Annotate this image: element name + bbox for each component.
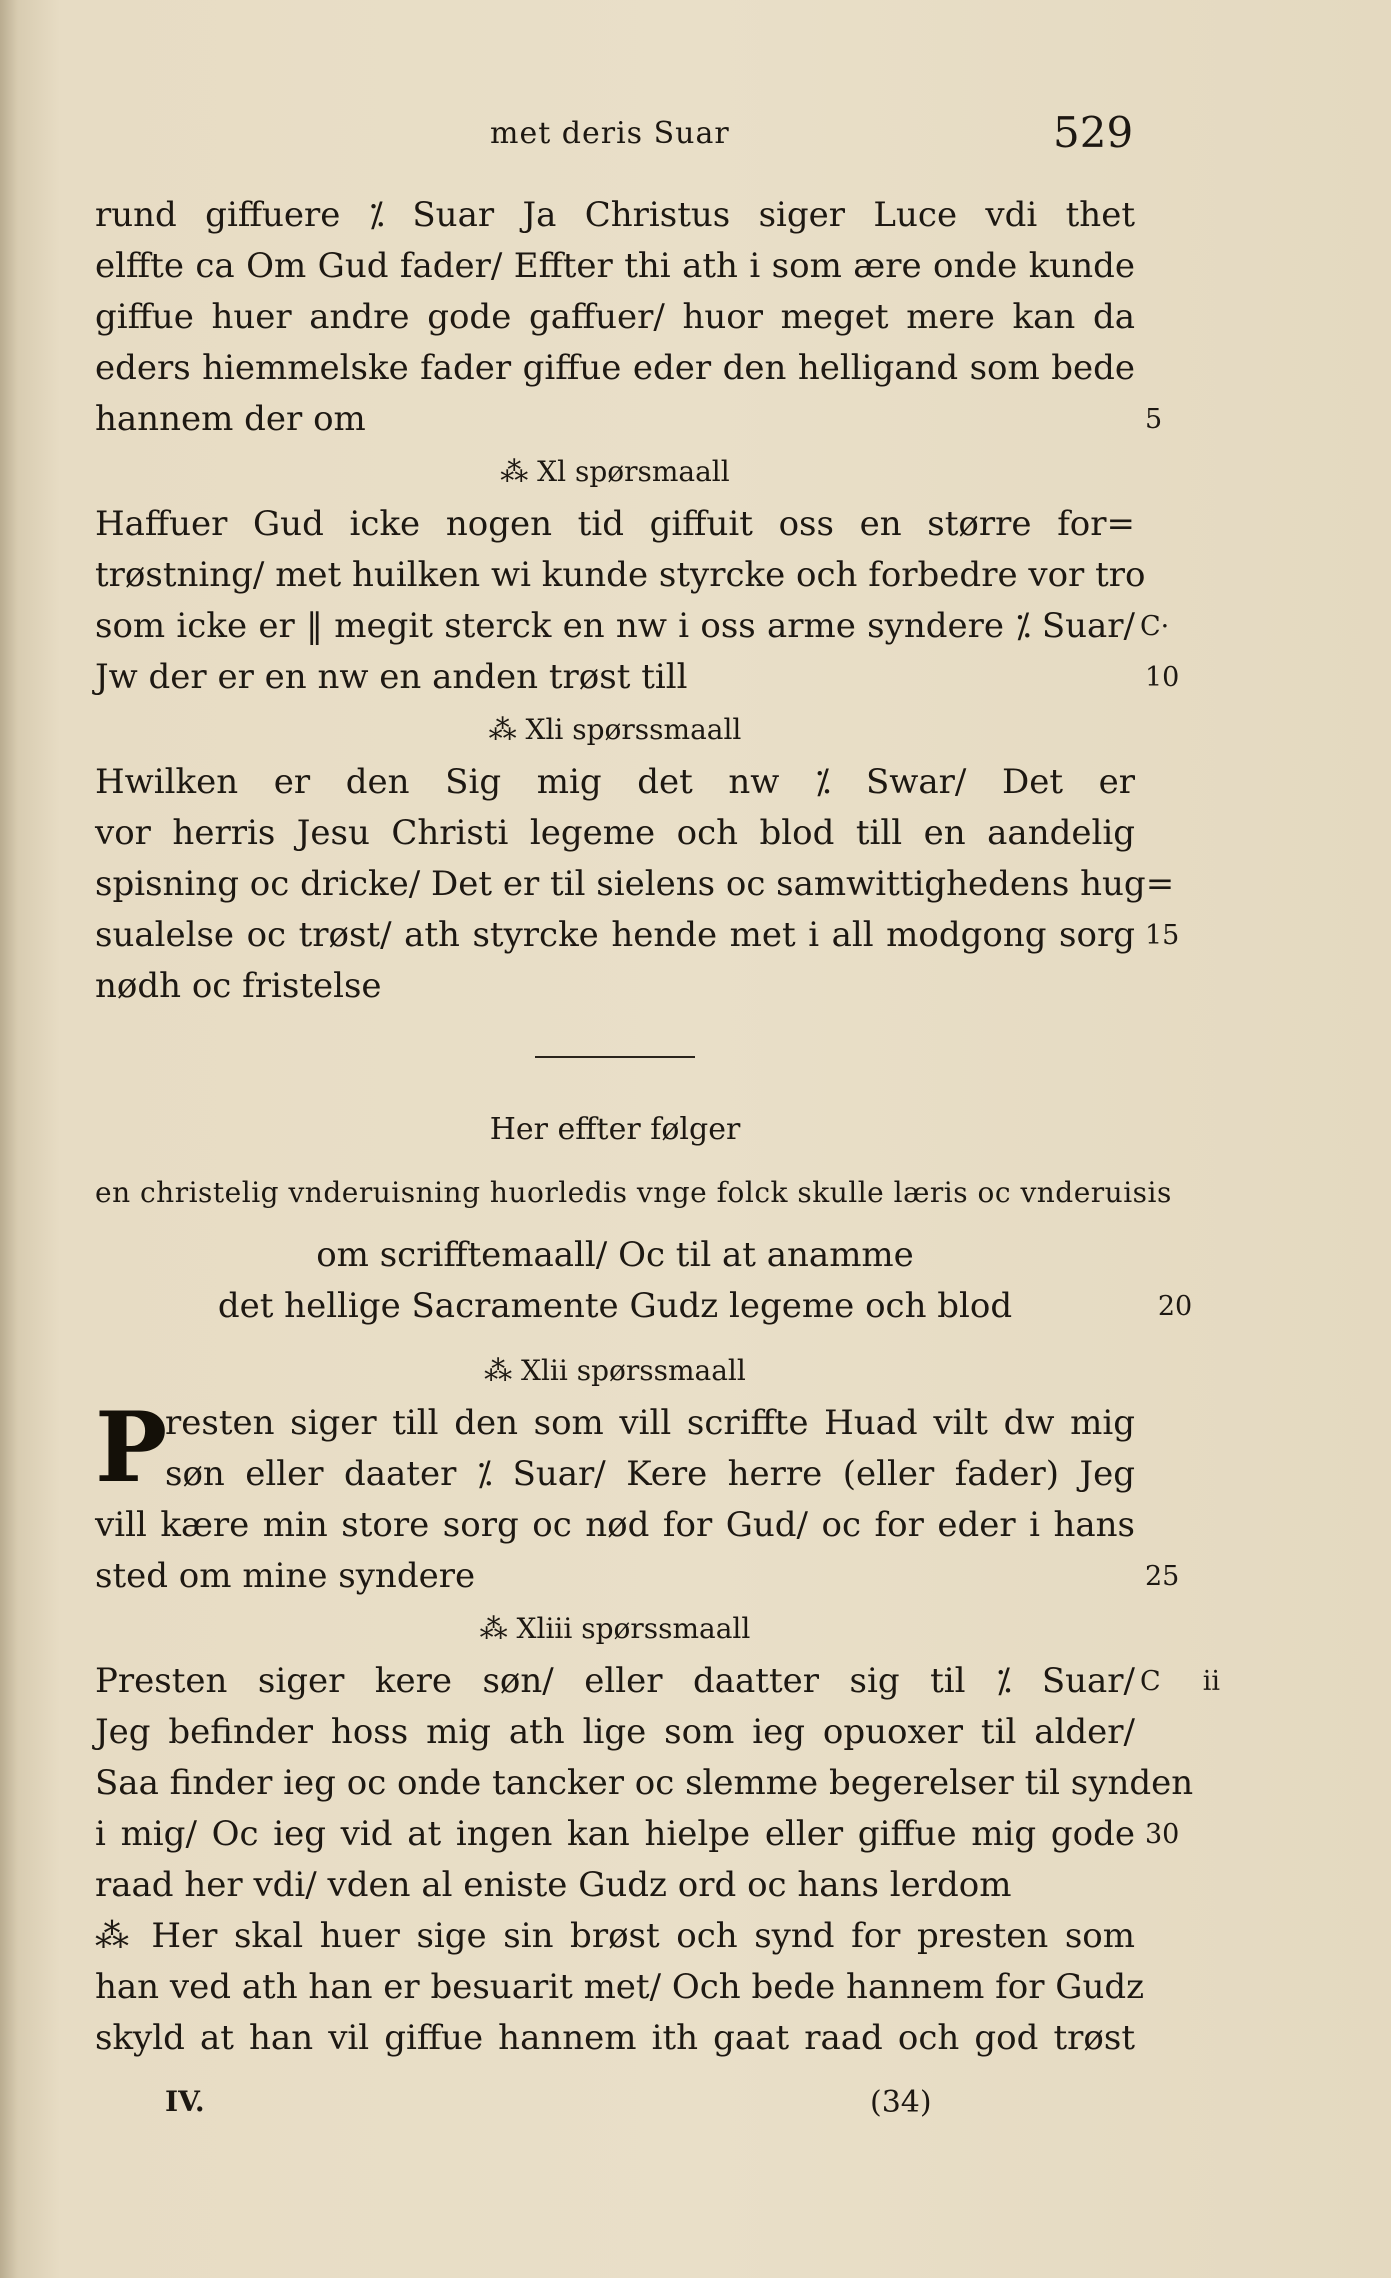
text-line	[95, 394, 1163, 445]
dropcap-paragraph	[95, 1391, 1180, 1602]
text-line: han ved ath han er besuarit met/ Och bede hannem for Gudz	[95, 1967, 1145, 2007]
line-number: 10	[1145, 662, 1180, 693]
text-line: elffte ca Om Gud fader/ Effter thi ath i som ære onde kunde	[95, 246, 1135, 286]
text-line: Hwilken er den Sig mig det nw ⁒ Swar/ Det er	[95, 762, 1135, 802]
line-number: 30	[1145, 1819, 1180, 1850]
text-line	[95, 652, 1180, 703]
text-line: rund giffuere ⁒ Suar Ja Christus siger Luce vdi thet	[95, 195, 1135, 235]
text-line: nødh oc fristelse	[95, 966, 382, 1006]
question-heading: ⁂ Xlii spørssmaall	[484, 1354, 746, 1387]
text-line	[95, 1809, 1180, 1860]
text-line-content: sted om mine syndere	[95, 1556, 476, 1596]
text-line-content: i mig/ Oc ieg vid at ingen kan hielpe eller giffue mig gode	[95, 1814, 1135, 1854]
text-line: Jeg befinder hoss mig ath lige som ieg opuoxer til alder/	[95, 1712, 1135, 1752]
text-line: skyld at han vil giffue hannem ith gaat raad och god trøst	[95, 2018, 1135, 2058]
section-title-line: Her effter følger	[489, 1112, 741, 1147]
margin-mark: C ii	[1140, 1666, 1220, 1697]
question-heading: ⁂ Xli spørssmaall	[488, 713, 742, 746]
text-line: ⁂ Her skal huer sige sin brøst och synd for presten som	[95, 1916, 1135, 1956]
text-line-content: sualelse oc trøst/ ath styrcke hende met i all modgong sorg	[95, 915, 1135, 955]
question-heading: ⁂ Xliii spørssmaall	[479, 1612, 751, 1645]
spacer	[95, 1218, 1135, 1230]
text-line: vor herris Jesu Christi legeme och blod till en aandelig	[95, 813, 1135, 853]
section-title-line	[95, 1281, 1193, 1332]
text-line-content: Jw der er en nw en anden trøst till	[95, 657, 688, 697]
question-heading: ⁂ Xl spørsmaall	[500, 455, 730, 488]
running-head: met deris Suar	[490, 116, 730, 151]
drop-capital: P	[95, 1391, 168, 1504]
page-header	[0, 108, 1391, 168]
line-number: 20	[1157, 1291, 1193, 1322]
text-line: eders hiemmelske fader giffue eder den helligand som bede	[95, 348, 1135, 388]
page-footer	[0, 2085, 1391, 2135]
text-line: trøstning/ met huilken wi kunde styrcke och forbedre vor tro	[95, 555, 1146, 595]
text-line-content: det hellige Sacramente Gudz legeme och blod	[217, 1286, 1013, 1326]
text-line: spisning oc dricke/ Det er til sielens oc samwittighedens hug=	[95, 864, 1175, 904]
text-line	[95, 910, 1180, 961]
text-line: giffue huer andre gode gaffuer/ huor meget mere kan da	[95, 297, 1135, 337]
section-title-line: en christelig vnderuisning huorledis vnge folck skulle læris oc vnderuisis	[95, 1176, 1172, 1209]
section-divider	[535, 1056, 695, 1058]
text-line: Saa finder ieg oc onde tancker oc slemme begerelser til synden	[95, 1763, 1194, 1803]
spacer	[95, 1155, 1135, 1167]
line-number: 5	[1145, 404, 1163, 435]
spacer	[95, 1332, 1135, 1344]
margin-mark: C·	[1140, 611, 1170, 642]
text-line: raad her vdi/ vden al eniste Gudz ord oc hans lerdom	[95, 1865, 1012, 1905]
page-number: 529	[1053, 108, 1134, 157]
text-line: Haffuer Gud icke nogen tid giffuit oss en større for=	[95, 504, 1135, 544]
text-line-content: som icke er ‖ megit sterck en nw i oss arme syndere ⁒ Suar/	[95, 606, 1135, 646]
section-title-line: om scrifftemaall/ Oc til at anamme	[316, 1235, 914, 1275]
text-line: vill kære min store sorg oc nød for Gud/ oc for eder i hans	[95, 1505, 1135, 1545]
text-line	[95, 1551, 1180, 1602]
signature-mark: IV.	[165, 2085, 205, 2118]
text-line	[95, 601, 1170, 652]
text-line: resten siger till den som vill scriffte Huad vilt dw mig	[165, 1403, 1135, 1443]
text-line: søn eller daater ⁒ Suar/ Kere herre (eller fader) Jeg	[165, 1454, 1135, 1494]
text-body	[95, 190, 1220, 2064]
sheet-number: (34)	[870, 2085, 932, 2120]
text-line-content: Presten siger kere søn/ eller daatter sig til ⁒ Suar/	[95, 1661, 1135, 1701]
line-number: 15	[1145, 920, 1180, 951]
text-line-content: hannem der om	[95, 399, 366, 439]
line-number: 25	[1145, 1561, 1180, 1592]
text-line	[95, 1656, 1220, 1707]
